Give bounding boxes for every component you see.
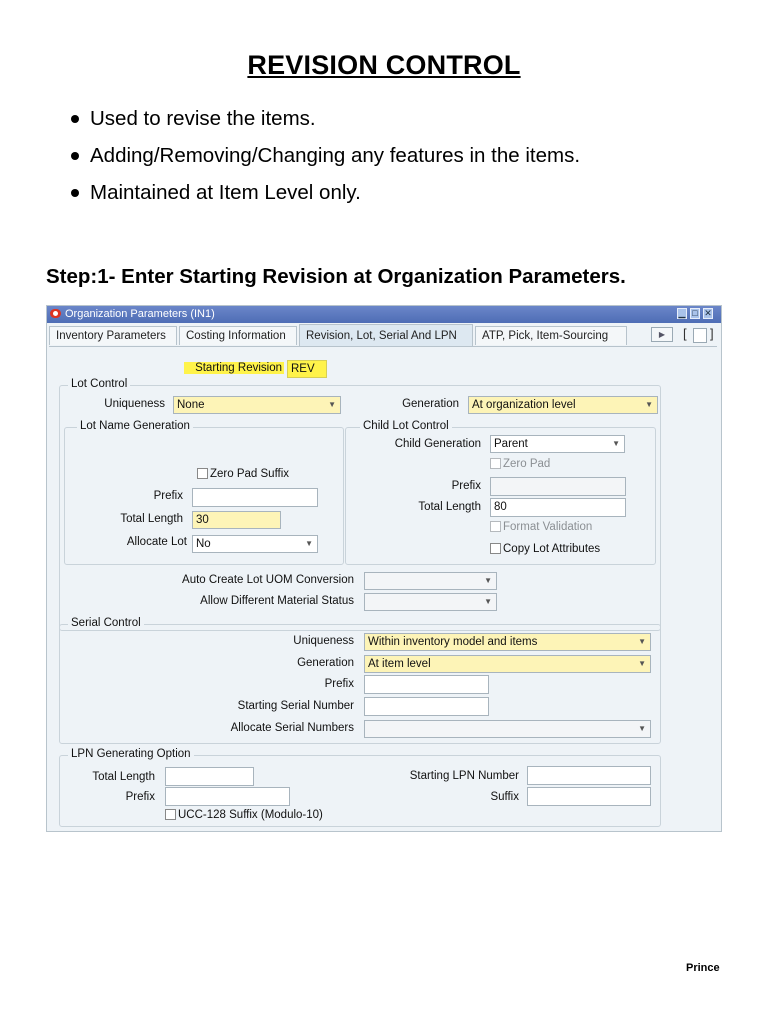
dropdown-arrow-icon: ▼	[645, 400, 653, 409]
checkbox-icon	[490, 458, 501, 469]
child-total-length-label: Total Length	[418, 501, 481, 513]
starting-lpn-number-field[interactable]	[527, 766, 651, 785]
close-icon[interactable]: ✕	[704, 308, 712, 318]
lpn-prefix-label: Prefix	[125, 791, 155, 803]
starting-revision-label: Starting Revision	[184, 362, 284, 374]
checkbox-icon	[197, 468, 208, 479]
lot-prefix-field[interactable]	[192, 488, 318, 507]
tab-scroll-right-icon[interactable]: ▶	[651, 327, 673, 342]
serial-control-title: Serial Control	[68, 617, 144, 629]
window-titlebar	[47, 306, 721, 323]
tab-inventory-parameters[interactable]: Inventory Parameters	[49, 326, 177, 345]
checkbox-icon	[165, 809, 176, 820]
lpn-suffix-field[interactable]	[527, 787, 651, 806]
footer-author: Prince	[686, 962, 720, 974]
tab-list-button[interactable]	[693, 328, 707, 343]
child-generation-label: Child Generation	[394, 438, 481, 450]
dropdown-arrow-icon: ▼	[328, 400, 336, 409]
lot-total-length-label: Total Length	[120, 513, 183, 525]
lot-uniqueness-label: Uniqueness	[104, 398, 165, 410]
bullet-item: Used to revise the items.	[68, 106, 580, 143]
step-heading: Step:1- Enter Starting Revision at Organization Parameters.	[46, 265, 626, 288]
dropdown-arrow-icon: ▼	[305, 539, 313, 548]
document-title: REVISION CONTROL	[247, 50, 521, 80]
lot-total-length-field[interactable]: 30	[192, 511, 281, 529]
child-zero-pad-checkbox[interactable]: Zero Pad	[490, 458, 550, 470]
bullet-dot-icon	[71, 152, 79, 160]
auto-create-uom-select[interactable]	[364, 572, 497, 590]
child-generation-select[interactable]: Parent ▼	[490, 435, 625, 453]
tab-costing-information[interactable]: Costing Information	[179, 326, 297, 345]
organization-parameters-window	[46, 305, 722, 832]
bullet-dot-icon	[71, 115, 79, 123]
serial-generation-select[interactable]: At item level ▼	[364, 655, 651, 673]
serial-generation-label: Generation	[297, 657, 354, 669]
child-total-length-field[interactable]: 80	[490, 498, 626, 517]
tab-revision-lot-serial-lpn[interactable]: Revision, Lot, Serial And LPN	[299, 324, 473, 346]
lot-generation-select[interactable]: At organization level ▼	[468, 396, 658, 414]
starting-serial-number-field[interactable]	[364, 697, 489, 716]
checkbox-icon	[490, 543, 501, 554]
lot-generation-label: Generation	[402, 398, 459, 410]
bullet-item: Adding/Removing/Changing any features in the items.	[68, 143, 580, 180]
dropdown-arrow-icon: ▼	[612, 439, 620, 448]
serial-uniqueness-label: Uniqueness	[293, 635, 354, 647]
auto-create-uom-label: Auto Create Lot UOM Conversion	[182, 574, 354, 586]
allocate-lot-select[interactable]: No ▼	[192, 535, 318, 553]
serial-prefix-label: Prefix	[324, 678, 354, 690]
lot-control-title: Lot Control	[68, 378, 130, 390]
starting-serial-number-label: Starting Serial Number	[237, 700, 354, 712]
bullet-item: Maintained at Item Level only.	[68, 180, 580, 217]
ucc-128-suffix-checkbox[interactable]: UCC-128 Suffix (Modulo-10)	[165, 809, 323, 821]
window-title: Organization Parameters (IN1)	[65, 308, 215, 320]
allocate-serial-numbers-select[interactable]	[364, 720, 651, 738]
allow-different-status-label: Allow Different Material Status	[200, 595, 354, 607]
allow-different-status-select[interactable]	[364, 593, 497, 611]
format-validation-checkbox[interactable]: Format Validation	[490, 521, 592, 533]
bracket-left: [	[683, 326, 687, 341]
starting-lpn-number-label: Starting LPN Number	[409, 770, 519, 782]
dropdown-arrow-icon: ▼	[484, 576, 492, 585]
bracket-right: ]	[710, 326, 714, 341]
bullet-list	[68, 106, 580, 217]
tab-bar	[47, 323, 721, 346]
dropdown-arrow-icon: ▼	[638, 659, 646, 668]
checkbox-icon	[490, 521, 501, 532]
zero-pad-suffix-checkbox[interactable]: Zero Pad Suffix	[197, 468, 289, 480]
dropdown-arrow-icon: ▼	[638, 724, 646, 733]
serial-uniqueness-select[interactable]: Within inventory model and items ▼	[364, 633, 651, 651]
lpn-prefix-field[interactable]	[165, 787, 290, 806]
child-prefix-field[interactable]	[490, 477, 626, 496]
copy-lot-attributes-checkbox[interactable]: Copy Lot Attributes	[490, 543, 600, 555]
lpn-suffix-label: Suffix	[490, 791, 519, 803]
maximize-icon[interactable]: □	[690, 308, 700, 319]
starting-revision-field[interactable]: REV	[287, 360, 327, 378]
lpn-generating-option-title: LPN Generating Option	[68, 748, 194, 760]
lot-uniqueness-select[interactable]: None ▼	[173, 396, 341, 414]
serial-prefix-field[interactable]	[364, 675, 489, 694]
tab-atp-pick-item-sourcing[interactable]: ATP, Pick, Item-Sourcing	[475, 326, 627, 345]
lot-prefix-label: Prefix	[153, 490, 183, 502]
minimize-icon[interactable]: ▁	[678, 308, 686, 318]
oracle-logo-icon	[50, 309, 61, 318]
allocate-serial-numbers-label: Allocate Serial Numbers	[230, 722, 354, 734]
dropdown-arrow-icon: ▼	[638, 637, 646, 646]
child-prefix-label: Prefix	[451, 480, 481, 492]
form-content	[49, 346, 717, 830]
child-lot-control-title: Child Lot Control	[360, 420, 452, 432]
lpn-total-length-field[interactable]	[165, 767, 254, 786]
bullet-dot-icon	[71, 189, 79, 197]
dropdown-arrow-icon: ▼	[484, 597, 492, 606]
allocate-lot-label: Allocate Lot	[126, 536, 187, 548]
lpn-total-length-label: Total Length	[92, 771, 155, 783]
lot-name-generation-title: Lot Name Generation	[77, 420, 193, 432]
